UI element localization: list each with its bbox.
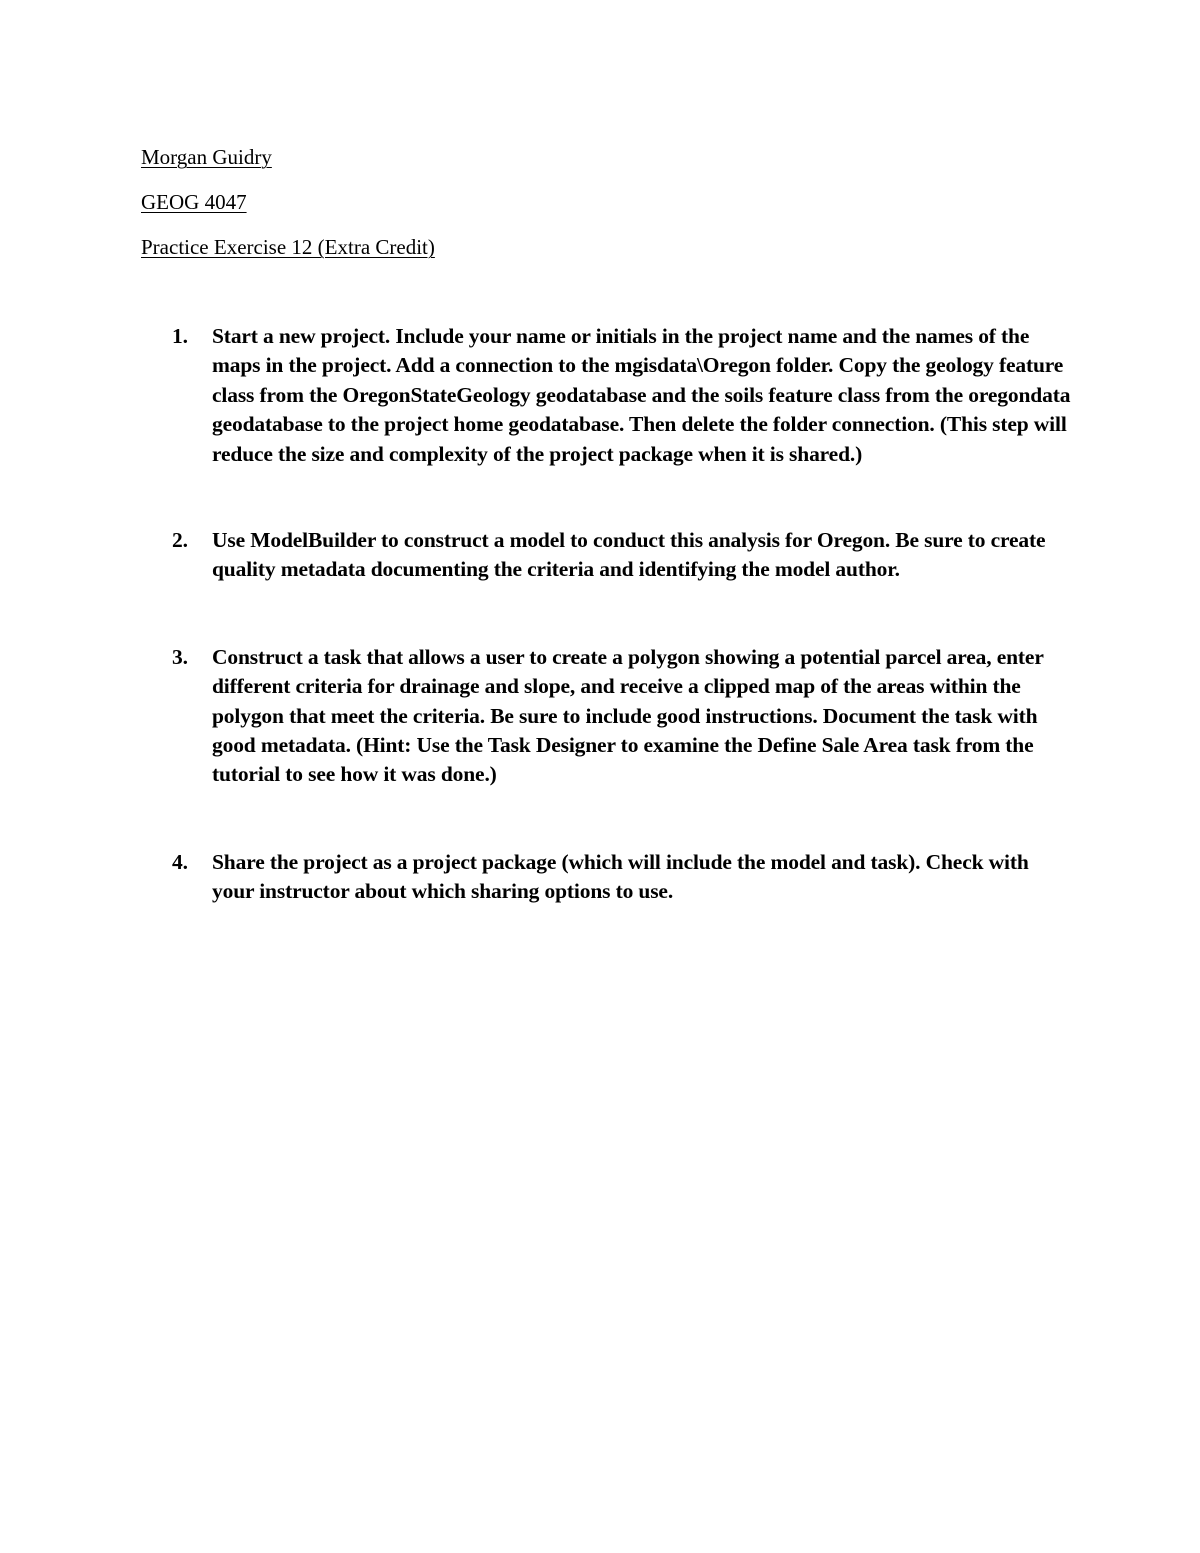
author-name: Morgan Guidry bbox=[141, 145, 272, 169]
question-number: 3. bbox=[172, 644, 188, 669]
assignment-title: Practice Exercise 12 (Extra Credit) bbox=[141, 235, 435, 259]
question-text: Use ModelBuilder to construct a model to conduct this analysis for Oregon. Be sure to create quality metadata documenting the criteria and identifying the model author. bbox=[212, 528, 1046, 582]
question-number: 1. bbox=[172, 324, 188, 348]
question-item bbox=[172, 526, 1072, 585]
question-text: Share the project as a project package (which will include the model and task). Check with your instructor about which sharing options to use. bbox=[212, 849, 1029, 904]
course-code: GEOG 4047 bbox=[141, 190, 247, 214]
question-text: Construct a task that allows a user to create a polygon showing a potential parcel area, enter different criteria for drainage and slope, and receive a clipped map of the areas within the polygon that meet the criteria. Be sure to include good instructions. Document the task with good metadata. (Hint: Use the Task Designer to examine the Define Sale Area task from the tutorial to see how it was done.) bbox=[212, 644, 1044, 787]
question-list bbox=[172, 322, 1072, 907]
question-number: 2. bbox=[172, 528, 188, 553]
question-number: 4. bbox=[172, 849, 188, 874]
question-text: Start a new project. Include your name or initials in the project name and the names of the maps in the project. Add a connection to the mgisdata\Oregon folder. Copy the geology feature class from the OregonStateGeology geodatabase and the soils feature class from the oregondata geodatabase to the project home geodatabase. Then delete the folder connection. (This step will reduce the size and complexity of the project package when it is shared.) bbox=[212, 324, 1071, 466]
question-item bbox=[172, 643, 1072, 790]
question-item bbox=[172, 848, 1072, 907]
question-item bbox=[172, 322, 1072, 469]
